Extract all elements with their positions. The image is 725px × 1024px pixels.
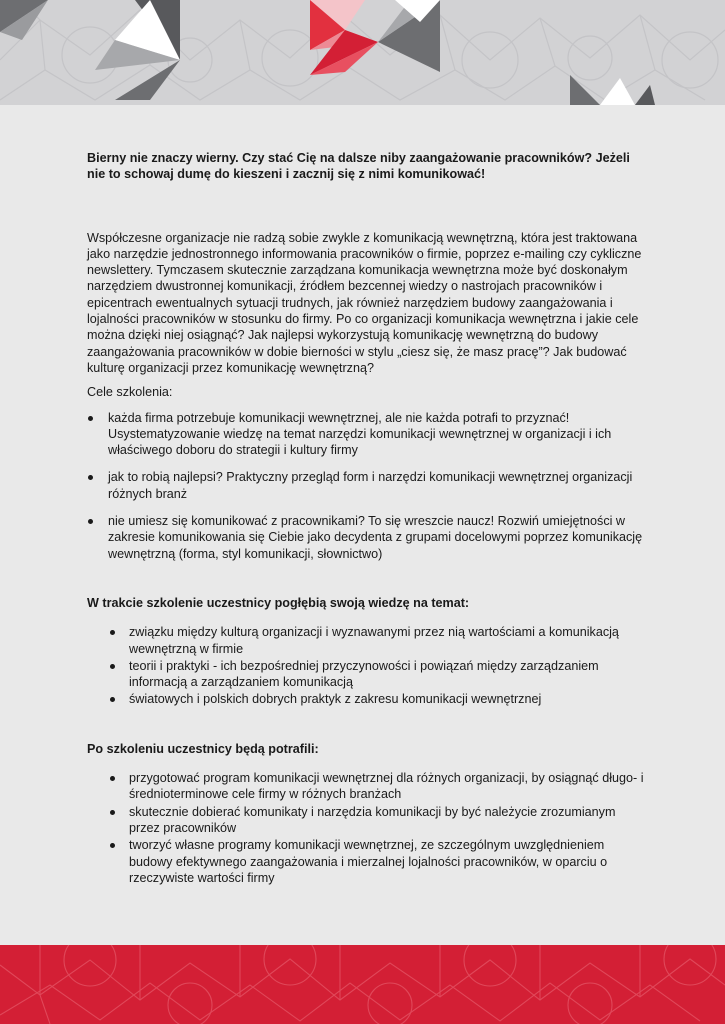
list-item: teorii i praktyki - ich bezpośredniej przyczynowości i powiązań między zarządzaniem informacją a zarządzaniem komunikacją xyxy=(87,658,647,691)
goals-list xyxy=(87,410,647,562)
goals-heading: Cele szkolenia: xyxy=(87,385,173,400)
list-item: skutecznie dobierać komunikaty i narzędzia komunikacji by być należycie zrozumianym przez pracowników xyxy=(87,804,647,837)
header-pattern xyxy=(0,0,725,105)
outcomes-heading: Po szkoleniu uczestnicy będą potrafili: xyxy=(87,741,319,756)
list-item: każda firma potrzebuje komunikacji wewnętrznej, ale nie każda potrafi to przyznać! Usystematyzowanie wiedzę na temat narzędzi komunikacji wewnętrznej w organizacji i ich właściwego doboru do strategii i kultury firmy xyxy=(87,410,647,459)
decorative-triangles xyxy=(0,0,655,105)
list-item: jak to robią najlepsi? Praktyczny przegląd form i narzędzi komunikacji wewnętrznej organizacji różnych branż xyxy=(87,469,647,502)
list-item: związku między kulturą organizacji i wyznawanymi przez nią wartościami a komunikacją wewnętrzną w firmie xyxy=(87,624,647,657)
list-item: światowych i polskich dobrych praktyk z zakresu komunikacji wewnętrznej xyxy=(87,691,647,707)
list-item: tworzyć własne programy komunikacji wewnętrznej, ze szczególnym uwzględnieniem budowy efektywnego zaangażowania i mierzalnej lojalności pracowników, w oparciu o rzeczywiste wartości firmy xyxy=(87,837,647,886)
document-body xyxy=(87,150,647,887)
outcomes-list xyxy=(87,770,647,886)
intro-paragraph: Współczesne organizacje nie radzą sobie zwykle z komunikacją wewnętrzną, która jest traktowana jako narzędzie jednostronnego informowania pracowników o firmie, poprzez e-mailing czy cykliczne newslettery. Tymczasem skutecznie zarządzana komunikacja wewnętrzna może być doskonałym narzędziem dwustronnej komunikacji, źródłem bezcennej wiedzy o nastrojach pracowników i epicentrach ewentualnych sytuacji trudnych, jak również narzędziem budowy zaangażowania i lojalności pracowników w stosunku do firmy. Po co organizacji komunikacja wewnętrzna i jakie cele można dzięki niej osiągnąć? Jak najlepsi wykorzystują komunikację wewnętrzną do budowy zaangażowania pracowników w dobie bierności w stylu „ciesz się, że masz pracę”? Jak budować kulturę organizacji przez komunikację wewnętrzną? xyxy=(87,230,642,375)
lead-paragraph: Bierny nie znaczy wierny. Czy stać Cię na dalsze niby zaangażowanie pracowników? Jeżeli nie to schowaj dumę do kieszeni i zacznij się z nimi komunikować! xyxy=(87,151,630,182)
footer-banner xyxy=(0,945,725,1024)
topics-list xyxy=(87,624,647,707)
list-item: przygotować program komunikacji wewnętrznej dla różnych organizacji, by osiągnąć długo- i średnioterminowe cele firmy w różnych branżach xyxy=(87,770,647,803)
header-banner xyxy=(0,0,725,105)
list-item: nie umiesz się komunikować z pracownikami? To się wreszcie naucz! Rozwiń umiejętności w zakresie komunikowania się Ciebie jako decydenta z grupami docelowymi poprzez komunikację wewnętrzną (forma, styl komunikacji, słownictwo) xyxy=(87,513,647,562)
footer-pattern xyxy=(0,945,725,1024)
topics-heading: W trakcie szkolenie uczestnicy pogłębią swoją wiedzę na temat: xyxy=(87,595,470,610)
